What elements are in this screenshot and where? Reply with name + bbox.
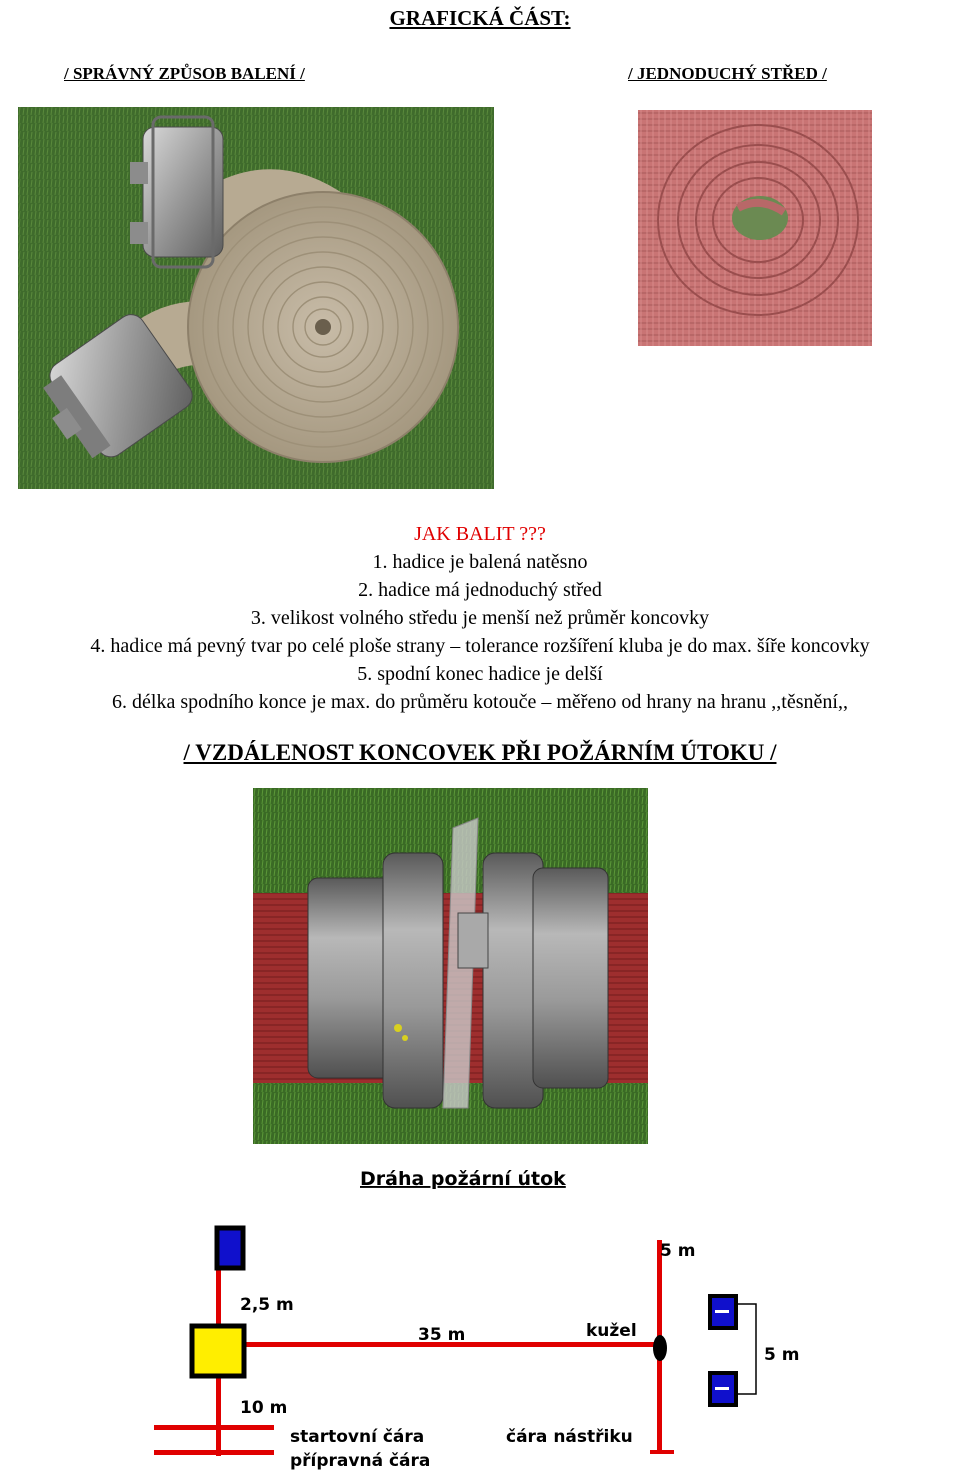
caption-simple-center: / JEDNODUCHÝ STŘED / xyxy=(628,64,827,83)
label-5m-top: 5 m xyxy=(660,1241,696,1261)
prep-line xyxy=(154,1450,274,1455)
photo-rolled-hose xyxy=(18,107,494,489)
distance-bracket xyxy=(738,1304,756,1394)
label-2-5m: 2,5 m xyxy=(240,1295,294,1315)
page-title: GRAFICKÁ ČÁST: xyxy=(389,6,571,30)
caption-correct-packing: / SPRÁVNÝ ZPŮSOB BALENÍ / xyxy=(64,64,305,83)
photo-simple-center xyxy=(638,110,872,346)
machine-box xyxy=(192,1326,244,1376)
target-top-left xyxy=(217,1228,243,1268)
label-prep-line: přípravná čára xyxy=(290,1451,431,1471)
instructions-heading: JAK BALIT ??? xyxy=(414,523,546,545)
instruction-item-6: 6. délka spodního konce je max. do průměru kotouče – měřeno od hrany na hranu ,,těsnění,, xyxy=(112,691,848,713)
fire-attack-track-diagram xyxy=(140,1160,830,1476)
spray-line-mark xyxy=(650,1450,674,1454)
label-spray-line: čára nástřiku xyxy=(506,1427,633,1447)
instruction-item-5: 5. spodní konec hadice je delší xyxy=(357,663,603,685)
instruction-item-1: 1. hadice je balená natěsno xyxy=(372,551,588,573)
label-10m: 10 m xyxy=(240,1398,288,1418)
label-35m: 35 m xyxy=(418,1325,466,1345)
diagram-title: Dráha požární útok xyxy=(360,1168,566,1190)
label-start-line: startovní čára xyxy=(290,1427,425,1447)
label-cone: kužel xyxy=(586,1321,637,1341)
packing-instructions xyxy=(0,520,960,716)
instruction-item-3: 3. velikost volného středu je menší než průměr koncovky xyxy=(250,607,710,629)
photo-joined-couplings xyxy=(253,788,648,1144)
label-5m-right: 5 m xyxy=(764,1345,800,1365)
instruction-item-2: 2. hadice má jednoduchý střed xyxy=(358,579,602,601)
section-heading-coupling-distance: / VZDÁLENOST KONCOVEK PŘI POŽÁRNÍM ÚTOKU / xyxy=(183,740,777,765)
start-line xyxy=(154,1425,274,1430)
instruction-item-4: 4. hadice má pevný tvar po celé ploše strany – tolerance rozšíření kluba je do max. šíře koncovky xyxy=(90,635,870,657)
cone-marker xyxy=(653,1335,667,1361)
